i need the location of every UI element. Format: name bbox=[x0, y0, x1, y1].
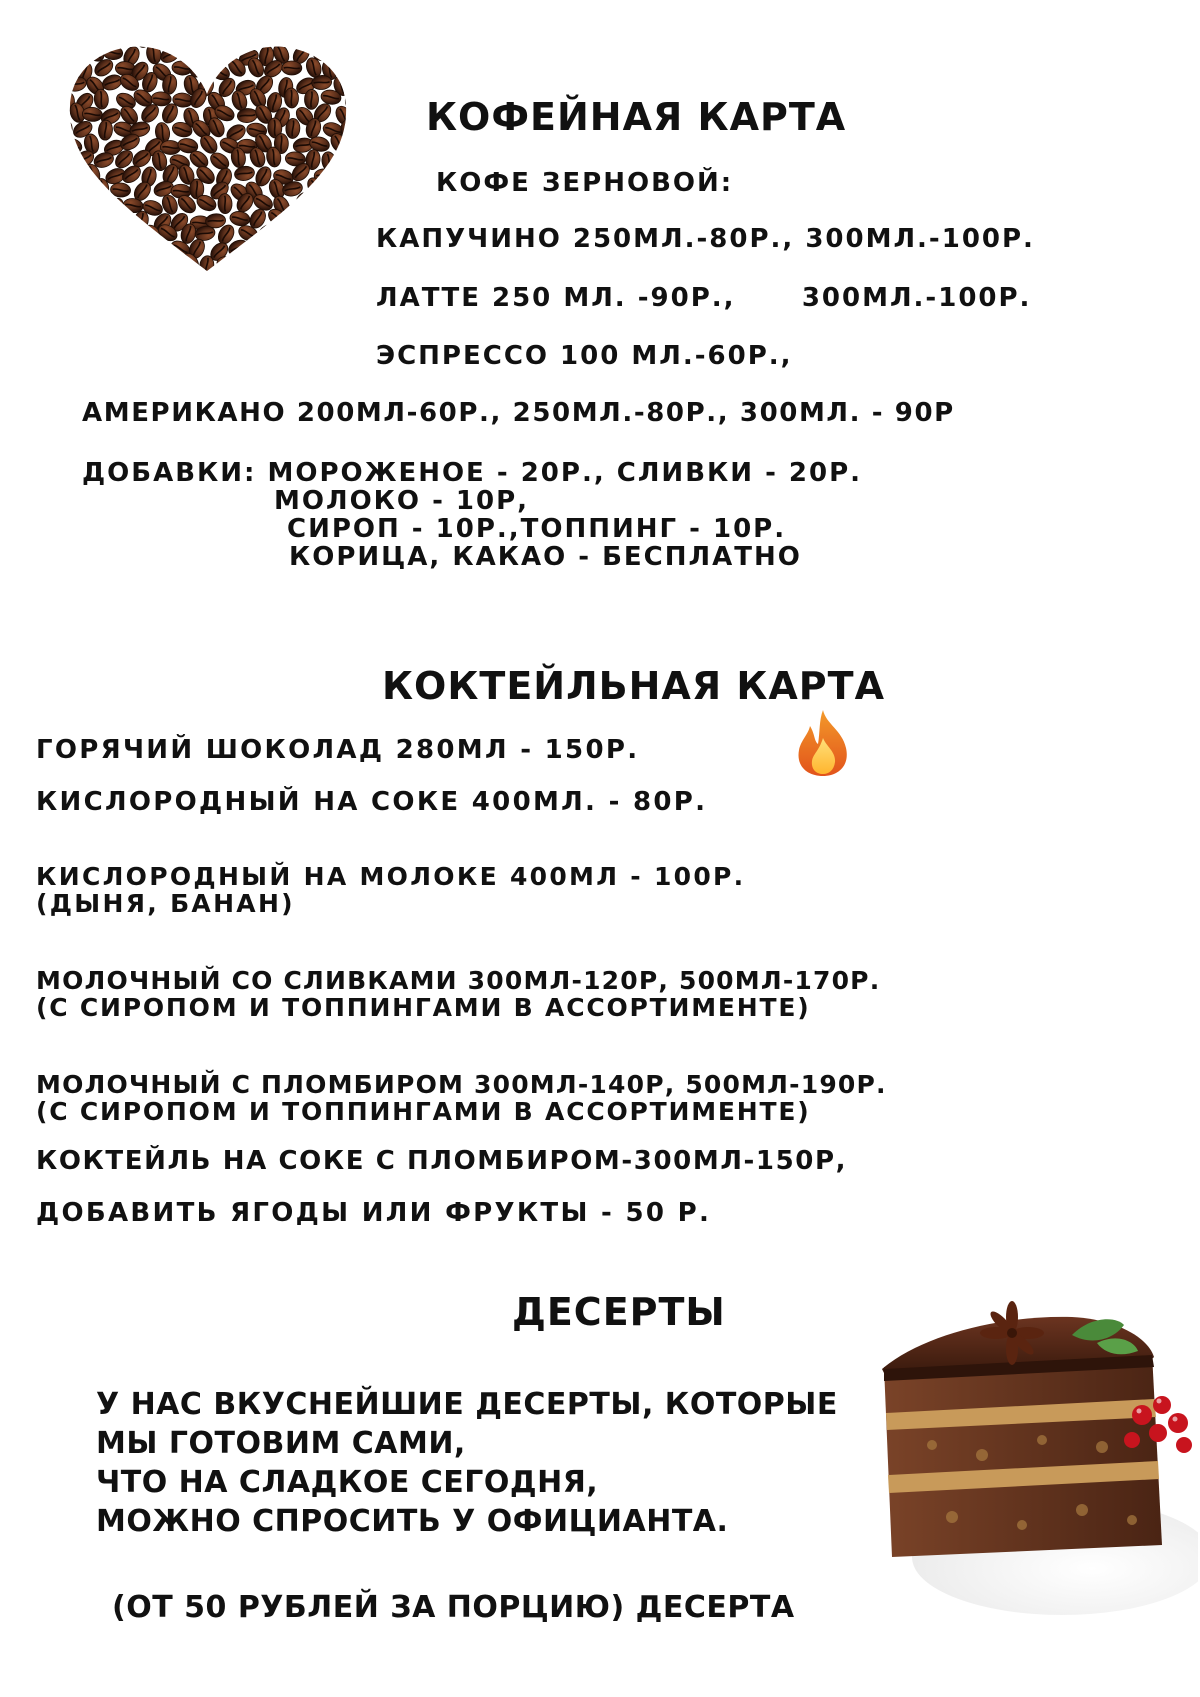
fire-icon bbox=[792, 708, 854, 778]
coffee-subtitle: КОФЕ ЗЕРНОВОЙ: bbox=[436, 168, 734, 198]
menu-item: КОКТЕЙЛЬ НА СОКЕ С ПЛОМБИРОМ-300МЛ-150Р, bbox=[36, 1146, 848, 1176]
menu-item: МОЛОЧНЫЙ С ПЛОМБИРОМ 300МЛ-140Р, 500МЛ-190Р. bbox=[36, 1070, 887, 1099]
desserts-line: У НАС ВКУСНЕЙШИЕ ДЕСЕРТЫ, КОТОРЫЕ bbox=[96, 1387, 838, 1422]
menu-item-note: (С СИРОПОМ И ТОППИНГАМИ В АССОРТИМЕНТЕ) bbox=[36, 1097, 811, 1126]
additions-line: КОРИЦА, КАКАО - БЕСПЛАТНО bbox=[289, 542, 802, 572]
menu-item: ДОБАВИТЬ ЯГОДЫ ИЛИ ФРУКТЫ - 50 Р. bbox=[36, 1198, 712, 1228]
coffee-bean-heart-icon bbox=[62, 36, 352, 286]
menu-item-note: (С СИРОПОМ И ТОППИНГАМИ В АССОРТИМЕНТЕ) bbox=[36, 993, 811, 1022]
additions-line: СИРОП - 10Р.,ТОППИНГ - 10Р. bbox=[287, 514, 787, 544]
menu-item: КАПУЧИНО 250МЛ.-80Р., 300МЛ.-100Р. bbox=[376, 224, 1035, 254]
desserts-title: ДЕСЕРТЫ bbox=[512, 1290, 726, 1334]
menu-item: ЭСПРЕССО 100 МЛ.-60Р., bbox=[376, 341, 793, 371]
menu-item: АМЕРИКАНО 200МЛ-60Р., 250МЛ.-80Р., 300МЛ. - 90Р bbox=[82, 398, 955, 428]
desserts-line: ЧТО НА СЛАДКОЕ СЕГОДНЯ, bbox=[96, 1465, 599, 1500]
menu-item: ЛАТТЕ 250 МЛ. -90Р., 300МЛ.-100Р. bbox=[376, 283, 1032, 313]
desserts-description bbox=[96, 1385, 838, 1541]
menu-item: ГОРЯЧИЙ ШОКОЛАД 280МЛ - 150Р. bbox=[36, 735, 640, 765]
cocktails-title: КОКТЕЙЛЬНАЯ КАРТА bbox=[382, 664, 885, 708]
menu-item: КИСЛОРОДНЫЙ НА МОЛОКЕ 400МЛ - 100Р. bbox=[36, 862, 746, 891]
coffee-title: КОФЕЙНАЯ КАРТА bbox=[426, 95, 847, 139]
additions-line: МОЛОКО - 10Р, bbox=[274, 486, 530, 516]
desserts-line: МОЖНО СПРОСИТЬ У ОФИЦИАНТА. bbox=[96, 1504, 729, 1539]
menu-item: КИСЛОРОДНЫЙ НА СОКЕ 400МЛ. - 80Р. bbox=[36, 787, 708, 817]
chocolate-cake-icon bbox=[862, 1295, 1198, 1620]
desserts-price-note: (ОТ 50 РУБЛЕЙ ЗА ПОРЦИЮ) ДЕСЕРТА bbox=[112, 1590, 795, 1625]
menu-item-note: (ДЫНЯ, БАНАН) bbox=[36, 889, 295, 918]
additions-line: ДОБАВКИ: МОРОЖЕНОЕ - 20Р., СЛИВКИ - 20Р. bbox=[82, 458, 863, 488]
desserts-line: МЫ ГОТОВИМ САМИ, bbox=[96, 1426, 466, 1461]
menu-item: МОЛОЧНЫЙ СО СЛИВКАМИ 300МЛ-120Р, 500МЛ-170Р. bbox=[36, 966, 881, 995]
